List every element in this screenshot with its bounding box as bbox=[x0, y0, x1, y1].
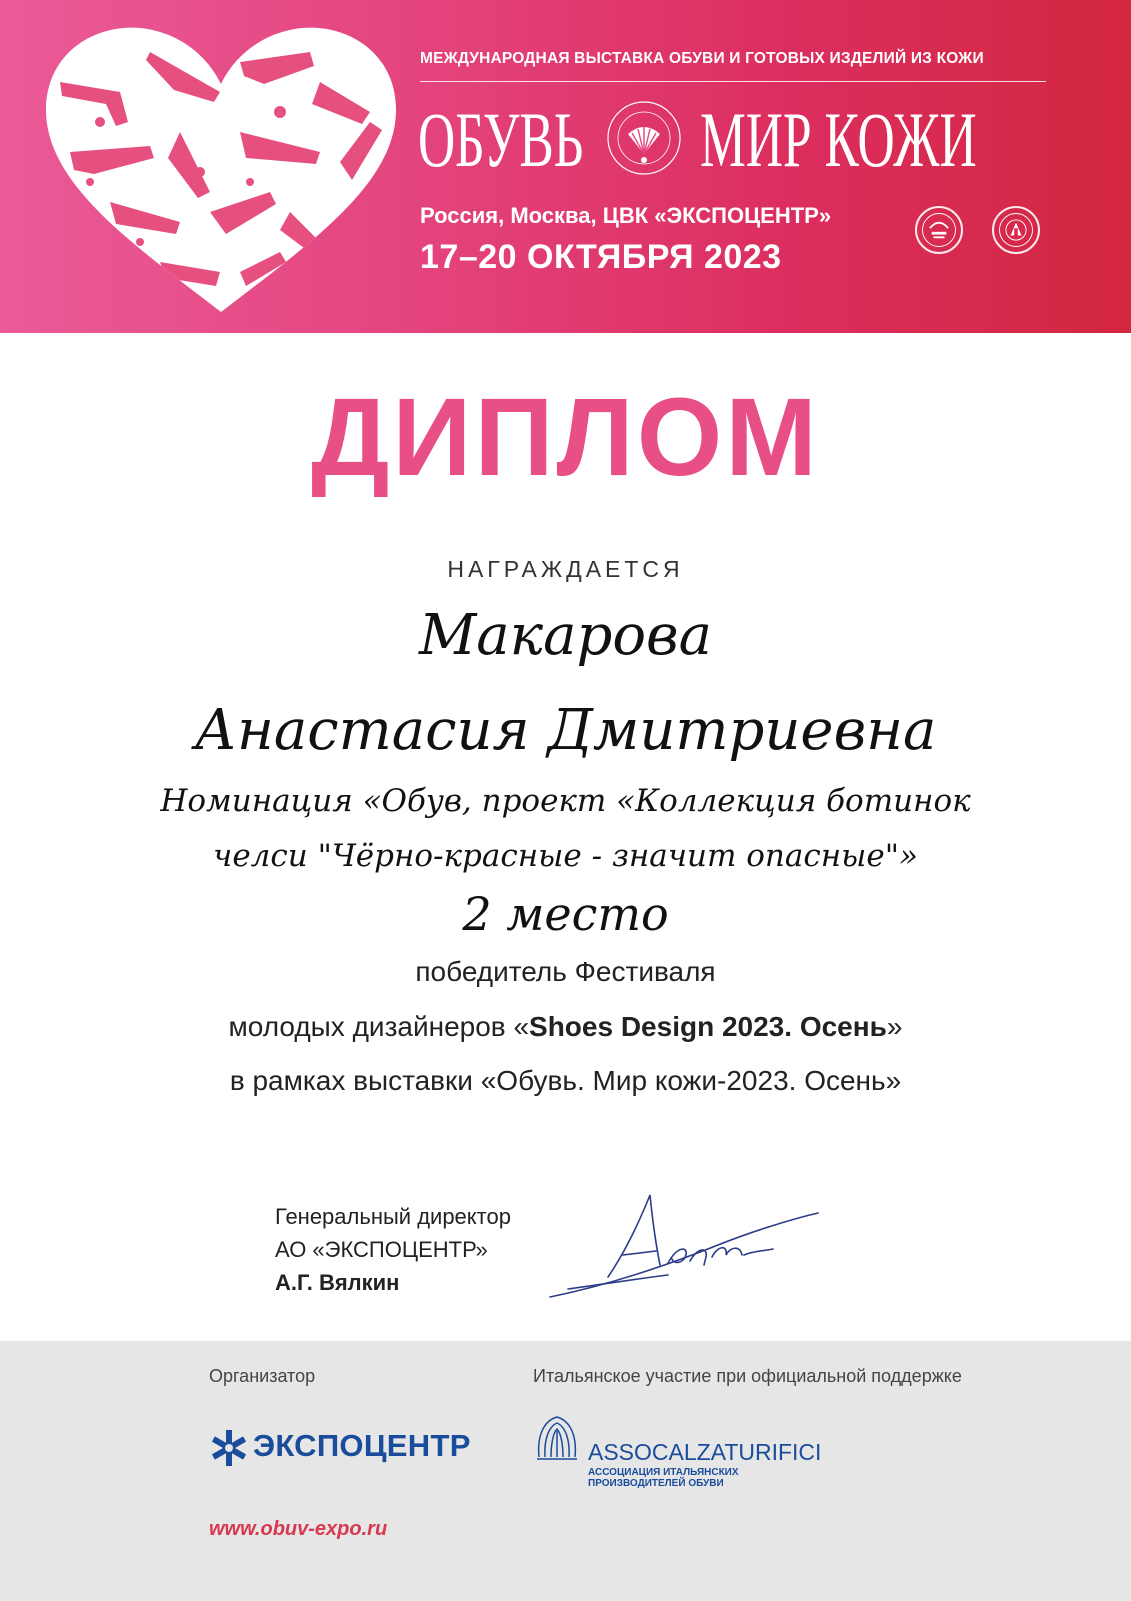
organizer-name: ЭКСПОЦЕНТР bbox=[253, 1428, 471, 1463]
shoes-heart-logo bbox=[40, 22, 402, 317]
signatory-block bbox=[275, 1200, 511, 1299]
recipient-given-names: Анастасия Дмитриевна bbox=[194, 698, 937, 763]
recipient-surname: Макарова bbox=[418, 603, 713, 668]
signatory-position: Генеральный директор bbox=[275, 1204, 511, 1229]
festival-name: Shoes Design 2023. Осень bbox=[529, 1011, 887, 1042]
exhibition-subtitle: МЕЖДУНАРОДНАЯ ВЫСТАВКА ОБУВИ И ГОТОВЫХ ИЗДЕЛИЙ ИЗ КОЖИ bbox=[420, 50, 984, 67]
website-link[interactable]: www.obuv-expo.ru bbox=[209, 1518, 388, 1540]
diploma-title: ДИПЛОМ bbox=[311, 376, 820, 499]
assocalzaturifici-logo-icon bbox=[533, 1413, 581, 1463]
nomination-line-1: Номинация «Обув, проект «Коллекция ботинок bbox=[160, 783, 971, 819]
assoc-name: ASSOCALZATURIFICI bbox=[588, 1439, 822, 1465]
support-label: Итальянское участие при официальной поддержке bbox=[533, 1366, 962, 1386]
exhibition-location: Россия, Москва, ЦВК «ЭКСПОЦЕНТР» bbox=[420, 203, 832, 228]
ufi-approved-event-badge bbox=[915, 206, 963, 254]
winner-line-2 bbox=[0, 1011, 1131, 1043]
assoc-subtitle: АССОЦИАЦИЯ ИТАЛЬЯНСКИХ ПРОИЗВОДИТЕЛЕЙ ОБУВИ bbox=[588, 1467, 739, 1489]
russian-union-of-exhibitions-badge bbox=[992, 206, 1040, 254]
awarded-label: НАГРАЖДАЕТСЯ bbox=[447, 556, 684, 582]
signatory-name: А.Г. Вялкин bbox=[275, 1270, 400, 1295]
exhibition-title-mir-kozhi: МИР КОЖИ bbox=[700, 96, 977, 183]
organizer-label: Организатор bbox=[209, 1366, 316, 1386]
banner-divider bbox=[420, 81, 1046, 82]
nomination-line-2: челси "Чёрно-красные - значит опасные"» bbox=[213, 838, 918, 874]
award-place: 2 место bbox=[462, 887, 669, 941]
signatory-company: АО «ЭКСПОЦЕНТР» bbox=[275, 1237, 488, 1262]
winner-line-1: победитель Фестиваля bbox=[415, 956, 716, 987]
winner-line-3: в рамках выставки «Обувь. Мир кожи-2023. Осень» bbox=[229, 1065, 902, 1096]
exhibition-banner bbox=[0, 0, 1131, 333]
winner-line-2-prefix: молодых дизайнеров « bbox=[228, 1011, 530, 1042]
shell-emblem-icon bbox=[606, 100, 682, 176]
winner-line-2-suffix: » bbox=[886, 1011, 903, 1042]
exhibition-title-obuv: ОБУВЬ bbox=[418, 96, 584, 183]
exhibition-dates: 17–20 ОКТЯБРЯ 2023 bbox=[420, 238, 782, 276]
handwritten-signature bbox=[548, 1185, 823, 1305]
